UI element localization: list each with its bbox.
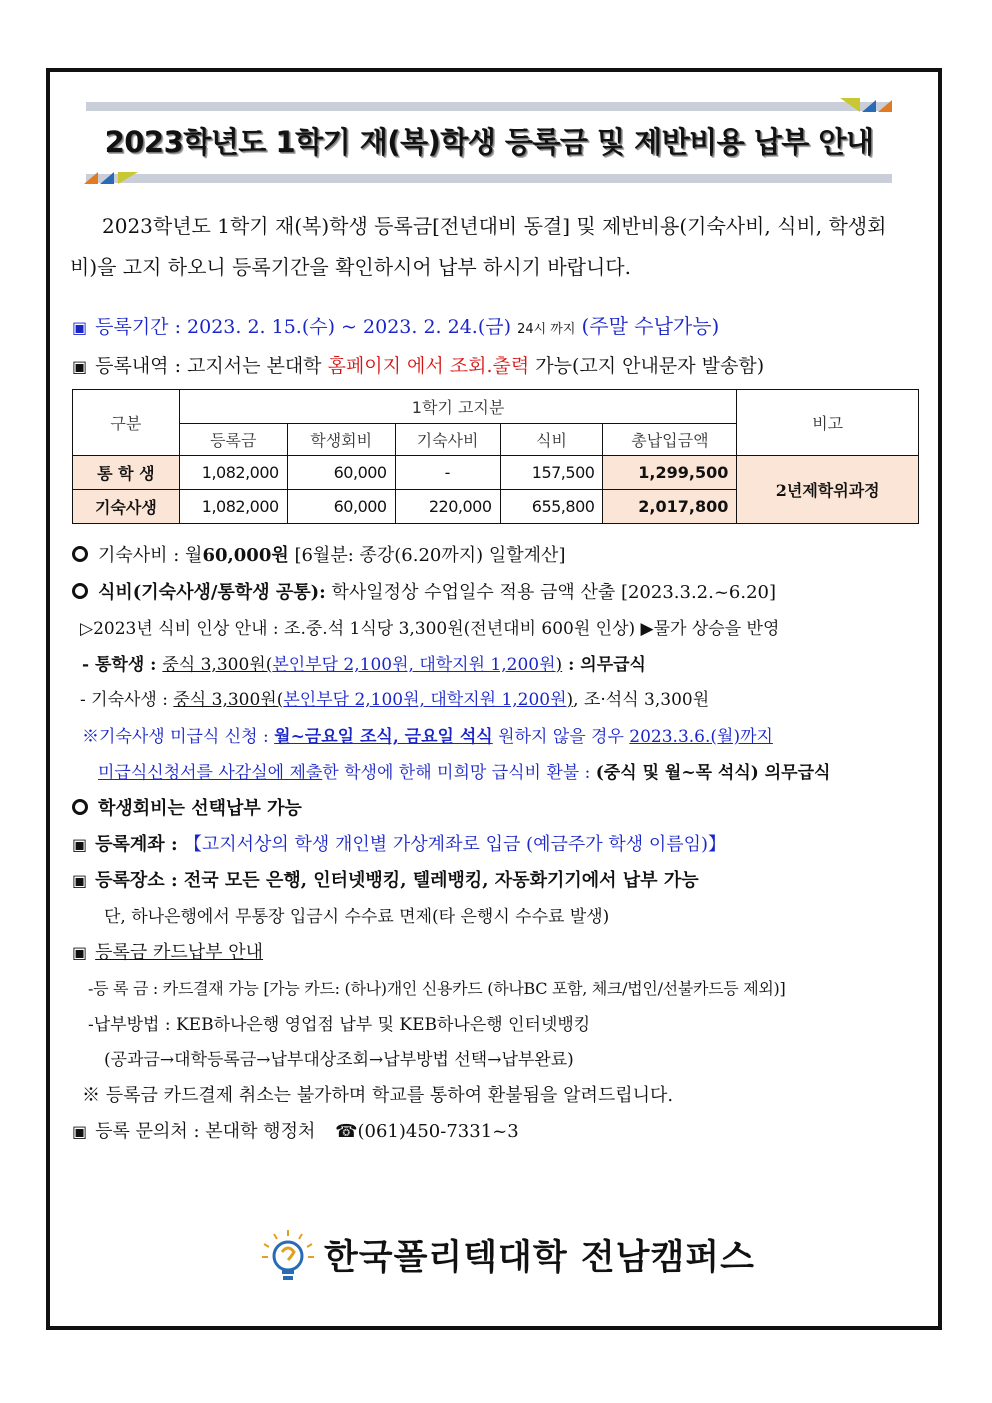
card-payment-heading: ▣ 등록금 카드납부 안내 <box>72 942 264 963</box>
header-semester: 1학기 고지분 <box>179 390 737 424</box>
header-tuition: 등록금 <box>179 424 287 456</box>
square-bullet-icon: ▣ <box>72 871 88 890</box>
square-bullet-icon: ▣ <box>72 1122 88 1141</box>
square-bullet-icon: ▣ <box>72 835 88 854</box>
payment-place-sub: 단, 하나은행에서 무통장 입금시 수수료 면제(타 은행시 수수료 발생) <box>104 907 610 927</box>
account-line: ▣ 등록계좌 : 【고지서상의 학생 개인별 가상계좌로 입금 (예금주가 학생 이름임)】 <box>72 834 727 855</box>
card-line-1: -등 록 금 : 카드결재 가능 [가능 카드: (하나)개인 신용카드 (하나BC 포함, 체크/법인/선불카드등 제외)] <box>88 979 786 998</box>
registration-details: ▣ 등록내역 : 고지서는 본대학 홈페이지 에서 조회.출력 가능(고지 안내문자 발송함) <box>72 355 765 377</box>
meal-opt-out-notice: ※기숙사생 미급식 신청 : 월~금요일 조식, 금요일 석식 원하지 않을 경우 2023.3.6.(월)까지 <box>82 727 773 747</box>
page-title: 2023학년도 1학기 재(복)학생 등록금 및 제반비용 납부 안내 <box>104 125 874 159</box>
header-remark: 비고 <box>737 390 919 456</box>
circle-bullet-icon <box>72 799 88 815</box>
remark-cell: 2년제학위과정 <box>737 456 919 524</box>
commuter-meal-line: - 통학생 : 중식 3,300원(본인부담 2,100원, 대학지원 1,200원) : 의무급식 <box>82 655 646 675</box>
bottom-corner-triangles <box>84 170 140 186</box>
registration-period: ▣ 등록기간 : 2023. 2. 15.(수) ~ 2023. 2. 24.(금) 24시 까지 (주말 수납가능) <box>72 314 720 338</box>
row-label: 통 학 생 <box>73 456 180 490</box>
square-bullet-icon: ▣ <box>72 318 88 337</box>
circle-bullet-icon <box>72 583 88 599</box>
title-top-bar <box>86 102 890 111</box>
header-category: 구분 <box>73 390 180 456</box>
header-meal-fee: 식비 <box>500 424 603 456</box>
row-total: 1,299,500 <box>603 456 737 490</box>
row-total: 2,017,800 <box>603 490 737 524</box>
table-row: 통 학 생 1,082,000 60,000 - 157,500 1,299,500 2년제학위과정 <box>73 456 919 490</box>
payment-place-line: ▣ 등록장소 : 전국 모든 은행, 인터넷뱅킹, 텔레뱅킹, 자동화기기에서 납부 가능 <box>72 870 699 891</box>
meal-refund-notice: 미급식신청서를 사감실에 제출한 학생에 한해 미희망 급식비 환불 : (중식 및 월~목 석식) 의무급식 <box>98 763 831 783</box>
fee-table <box>72 389 919 524</box>
table-row: 기숙사생 1,082,000 60,000 220,000 655,800 2,017,800 <box>73 490 919 524</box>
top-corner-triangles <box>840 98 896 114</box>
meal-increase-notice: ▷2023년 식비 인상 안내 : 조.중.석 1식당 3,300원(전년대비 600원 인상) ▶물가 상승을 반영 <box>80 619 780 639</box>
square-bullet-icon: ▣ <box>72 943 88 962</box>
row-label: 기숙사생 <box>73 490 180 524</box>
square-bullet-icon: ▣ <box>72 357 88 376</box>
circle-bullet-icon <box>72 546 88 562</box>
intro-paragraph: 2023학년도 1학기 재(복)학생 등록금[전년대비 동결] 및 제반비용(기숙사비, 식비, 학생회비)을 고지 하오니 등록기간을 확인하시어 납부 하시기 바랍니다. <box>70 214 887 279</box>
card-line-2: -납부방법 : KEB하나은행 영업점 납부 및 KEB하나은행 인터넷뱅킹 <box>88 1015 591 1035</box>
dorm-fee-line: 기숙사비 : 월60,000원 [6월분: 종강(6.20까지) 일할계산] <box>72 544 565 568</box>
dorm-meal-line: - 기숙사생 : 중식 3,300원(본인부담 2,100원, 대학지원 1,200원), 조·석식 3,300원 <box>80 690 710 710</box>
meal-fee-line: 식비(기숙사생/통학생 공통): 학사일정상 수업일수 적용 금액 산출 [2023.3.2.~6.20] <box>72 581 776 605</box>
header-council-fee: 학생회비 <box>287 424 395 456</box>
header-total: 총납입금액 <box>603 424 737 456</box>
contact-line: ▣ 등록 문의처 : 본대학 행정처 ☎(061)450-7331~3 <box>72 1121 519 1142</box>
header-dorm-fee: 기숙사비 <box>395 424 500 456</box>
council-fee-line: 학생회비는 선택납부 가능 <box>72 797 302 821</box>
title-bottom-bar <box>86 174 892 183</box>
phone-number: ☎(061)450-7331~3 <box>335 1121 519 1142</box>
card-line-4: ※ 등록금 카드결제 취소는 불가하며 학교를 통하여 환불됨을 알려드립니다. <box>82 1085 674 1106</box>
lightbulb-logo-icon <box>258 1228 318 1284</box>
card-line-3: (공과금→대학등록금→납부대상조회→납부방법 선택→납부완료) <box>104 1050 574 1070</box>
